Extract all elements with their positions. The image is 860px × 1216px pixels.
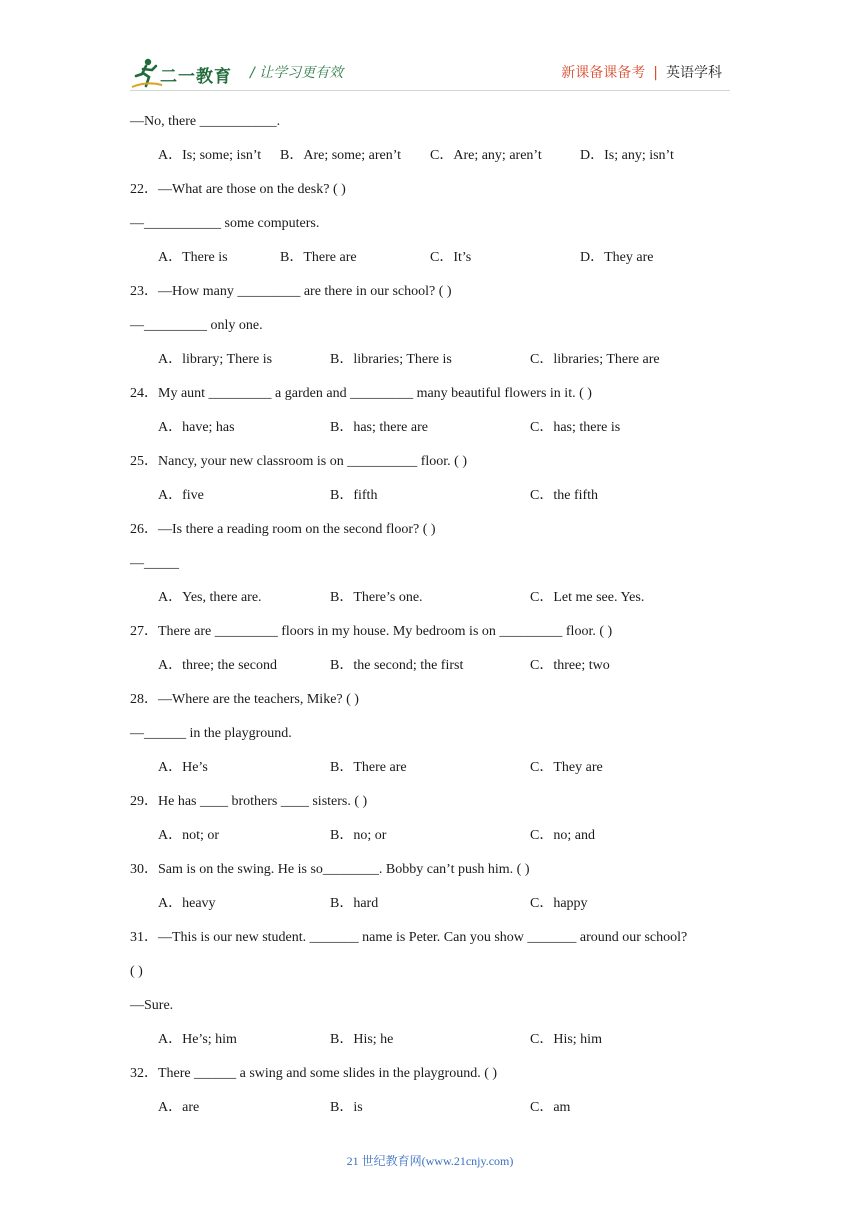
question-line: 22．—What are those on the desk? ( ) — [130, 182, 346, 197]
option-c: C．no; and — [530, 828, 595, 843]
logo-text: 二一教育 — [160, 67, 232, 87]
options-row — [130, 139, 740, 173]
option-d: D．Is; any; isn’t — [580, 148, 674, 163]
question-line: 24．My aunt _________ a garden and _________ many beautiful flowers in it. ( ) — [130, 386, 592, 401]
question-line: 25．Nancy, your new classroom is on __________ floor. ( ) — [130, 454, 467, 469]
option-a: A．There is — [158, 250, 228, 265]
option-a: A．Is; some; isn’t — [158, 148, 262, 163]
option-c: C．It’s — [430, 250, 472, 265]
option-b: B．Are; some; aren’t — [280, 148, 402, 163]
options-row — [130, 411, 740, 445]
header-subject — [561, 62, 722, 82]
page-footer: 21 世纪教育网(www.21cnjy.com) — [346, 1154, 514, 1168]
option-c: C．libraries; There are — [530, 352, 660, 367]
question-line: —No, there ___________. — [130, 114, 281, 129]
question-line: 29．He has ____ brothers ____ sisters. ( ) — [130, 794, 368, 809]
option-c: C．happy — [530, 896, 588, 911]
question-line: —______ in the playground. — [130, 726, 292, 741]
option-b: B．has; there are — [330, 420, 428, 435]
option-b: B．His; he — [330, 1032, 394, 1047]
header-subject-name: 英语学科 — [666, 65, 722, 81]
options-row — [130, 649, 740, 683]
option-a: A．He’s — [158, 760, 208, 775]
option-c: C．am — [530, 1100, 571, 1115]
option-c: C．His; him — [530, 1032, 602, 1047]
option-a: A．three; the second — [158, 658, 277, 673]
question-line: ( ) — [130, 964, 143, 979]
option-b: B．no; or — [330, 828, 387, 843]
options-row — [130, 1091, 740, 1125]
options-row — [130, 581, 740, 615]
runner-logo-icon — [130, 56, 164, 90]
options-row — [130, 1023, 740, 1057]
option-b: B．There’s one. — [330, 590, 423, 605]
option-a: A．heavy — [158, 896, 216, 911]
option-a: A．five — [158, 488, 204, 503]
option-a: A．He’s; him — [158, 1032, 237, 1047]
option-c: C．Are; any; aren’t — [430, 148, 542, 163]
option-c: C．the fifth — [530, 488, 599, 503]
header-divider — [130, 90, 730, 91]
option-a: A．library; There is — [158, 352, 273, 367]
options-row — [130, 819, 740, 853]
option-c: C．has; there is — [530, 420, 621, 435]
options-row — [130, 887, 740, 921]
slogan: / 让学习更有效 — [250, 65, 344, 81]
question-list — [130, 105, 740, 1125]
option-c: C．They are — [530, 760, 603, 775]
question-line: 31．—This is our new student. _______ name is Peter. Can you show _______ around our school? — [130, 930, 688, 945]
question-line: 30．Sam is on the swing. He is so________. Bobby can’t push him. ( ) — [130, 862, 530, 877]
question-line: 27．There are _________ floors in my house. My bedroom is on _________ floor. ( ) — [130, 624, 613, 639]
option-c: C．three; two — [530, 658, 610, 673]
option-a: A．Yes, there are. — [158, 590, 262, 605]
question-line: 32．There ______ a swing and some slides in the playground. ( ) — [130, 1066, 498, 1081]
option-a: A．are — [158, 1100, 200, 1115]
options-row — [130, 751, 740, 785]
option-c: C．Let me see. Yes. — [530, 590, 645, 605]
option-b: B．hard — [330, 896, 379, 911]
header-separator: | — [653, 65, 658, 81]
option-a: A．have; has — [158, 420, 235, 435]
option-b: B．There are — [330, 760, 407, 775]
logo — [130, 56, 240, 90]
header-category: 新课备课备考 — [561, 65, 646, 81]
question-line: —Sure. — [130, 998, 174, 1013]
options-row — [130, 241, 740, 275]
option-b: B．fifth — [330, 488, 378, 503]
option-b: B．There are — [280, 250, 357, 265]
options-row — [130, 343, 740, 377]
question-line: —___________ some computers. — [130, 216, 320, 231]
option-d: D．They are — [580, 250, 654, 265]
question-line: 28．—Where are the teachers, Mike? ( ) — [130, 692, 359, 707]
option-b: B．libraries; There is — [330, 352, 452, 367]
option-a: A．not; or — [158, 828, 220, 843]
options-row — [130, 479, 740, 513]
question-line: —_____ — [130, 556, 179, 571]
option-b: B．the second; the first — [330, 658, 464, 673]
question-line: 26．—Is there a reading room on the second floor? ( ) — [130, 522, 436, 537]
page-header — [130, 56, 730, 90]
question-line: 23．—How many _________ are there in our school? ( ) — [130, 284, 452, 299]
question-line: —_________ only one. — [130, 318, 263, 333]
option-b: B．is — [330, 1100, 363, 1115]
